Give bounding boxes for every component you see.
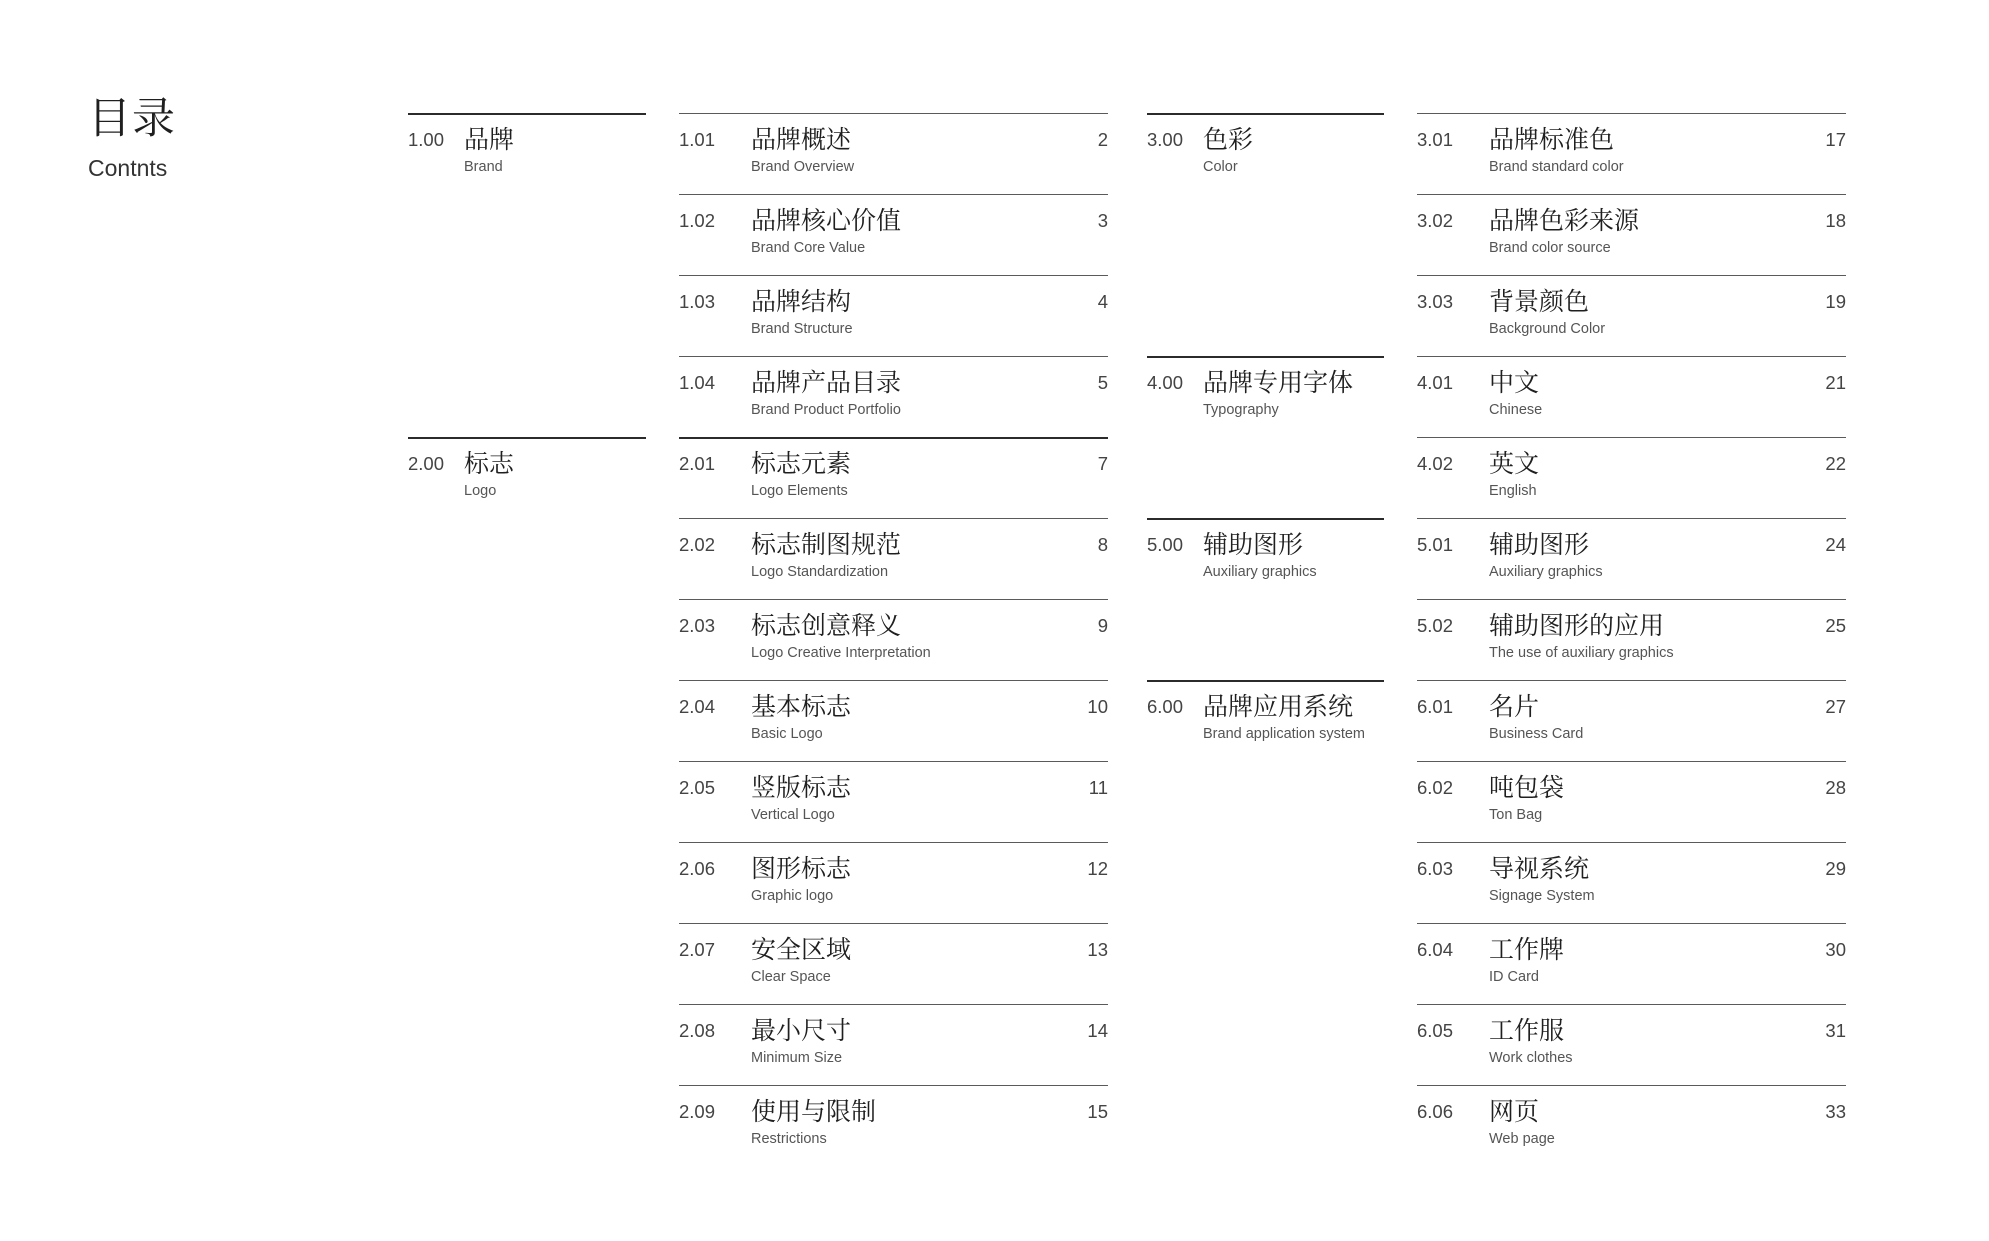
entry-number: 6.04 xyxy=(1417,939,1454,960)
entry-title-en: Basic Logo xyxy=(751,726,823,742)
divider-rule xyxy=(1417,113,1846,114)
toc-section-entry[interactable] xyxy=(1147,518,1384,599)
entry-page-number: 17 xyxy=(1825,129,1846,150)
page-subtitle: Contnts xyxy=(88,155,168,181)
entry-title-en: Logo xyxy=(464,483,497,499)
divider-rule xyxy=(679,113,1108,114)
toc-entry[interactable] xyxy=(1417,194,1846,275)
divider-rule xyxy=(679,518,1108,519)
entry-title-zh: 最小尺寸 xyxy=(751,1016,852,1045)
divider-rule xyxy=(408,437,646,439)
divider-rule xyxy=(1147,680,1384,682)
entry-title-en: Ton Bag xyxy=(1489,807,1543,823)
divider-rule xyxy=(1417,1085,1846,1086)
entry-title-en: Brand application system xyxy=(1203,726,1365,742)
entry-page-number: 13 xyxy=(1087,939,1108,960)
entry-page-number: 24 xyxy=(1825,534,1846,555)
divider-rule xyxy=(679,356,1108,357)
entry-number: 5.01 xyxy=(1417,534,1454,555)
entry-title-en: Auxiliary graphics xyxy=(1489,564,1603,580)
entry-title-en: Chinese xyxy=(1489,402,1543,418)
entry-number: 2.02 xyxy=(679,534,716,555)
entry-number: 6.06 xyxy=(1417,1101,1454,1122)
divider-rule xyxy=(1417,194,1846,195)
toc-entry[interactable] xyxy=(679,275,1108,356)
toc-entry[interactable] xyxy=(1417,1004,1846,1085)
entry-title-en: Brand xyxy=(464,159,503,175)
entry-title-en: Typography xyxy=(1203,402,1279,418)
toc-entry[interactable] xyxy=(679,1004,1108,1085)
entry-title-zh: 背景颜色 xyxy=(1489,287,1590,316)
divider-rule xyxy=(679,923,1108,924)
entry-title-zh: 网页 xyxy=(1489,1097,1540,1126)
entry-title-en: Signage System xyxy=(1489,888,1595,904)
toc-entry[interactable] xyxy=(1417,356,1846,437)
entry-page-number: 31 xyxy=(1825,1020,1846,1041)
entry-title-en: Work clothes xyxy=(1489,1050,1573,1066)
toc-entry[interactable] xyxy=(679,761,1108,842)
entry-number: 2.07 xyxy=(679,939,716,960)
entry-page-number: 25 xyxy=(1825,615,1846,636)
entry-title-en: Business Card xyxy=(1489,726,1584,742)
toc-entry[interactable] xyxy=(679,113,1108,194)
entry-page-number: 12 xyxy=(1087,858,1108,879)
divider-rule xyxy=(1417,680,1846,681)
entry-page-number: 3 xyxy=(1097,210,1108,231)
entry-title-zh: 品牌核心价值 xyxy=(751,206,902,235)
divider-rule xyxy=(679,761,1108,762)
entry-title-zh: 工作服 xyxy=(1489,1016,1565,1045)
divider-rule xyxy=(1417,275,1846,276)
entry-number: 1.01 xyxy=(679,129,716,150)
entry-page-number: 5 xyxy=(1097,372,1108,393)
entry-title-zh: 安全区域 xyxy=(751,935,852,964)
entry-number: 2.05 xyxy=(679,777,716,798)
entry-page-number: 22 xyxy=(1825,453,1846,474)
entry-title-zh: 品牌产品目录 xyxy=(751,368,902,397)
entry-page-number: 9 xyxy=(1097,615,1108,636)
entry-title-en: Vertical Logo xyxy=(751,807,835,823)
toc-entry[interactable] xyxy=(679,842,1108,923)
toc-entry[interactable] xyxy=(1417,842,1846,923)
entry-number: 6.02 xyxy=(1417,777,1454,798)
entry-title-zh: 中文 xyxy=(1489,368,1540,397)
toc-entry[interactable] xyxy=(1417,680,1846,761)
entry-number: 3.02 xyxy=(1417,210,1454,231)
entry-page-number: 29 xyxy=(1825,858,1846,879)
toc-entry[interactable] xyxy=(679,194,1108,275)
entry-title-zh: 品牌色彩来源 xyxy=(1489,206,1640,235)
entry-title-zh: 辅助图形 xyxy=(1489,530,1590,559)
entry-title-zh: 品牌专用字体 xyxy=(1203,368,1354,397)
entry-page-number: 14 xyxy=(1087,1020,1108,1041)
entry-page-number: 18 xyxy=(1825,210,1846,231)
entry-number: 5.02 xyxy=(1417,615,1454,636)
entry-page-number: 27 xyxy=(1825,696,1846,717)
toc-entry[interactable] xyxy=(679,356,1108,437)
entry-page-number: 8 xyxy=(1097,534,1108,555)
toc-section-entry[interactable] xyxy=(408,437,646,518)
entry-title-zh: 使用与限制 xyxy=(751,1097,877,1126)
toc-entry[interactable] xyxy=(1417,599,1846,680)
entry-number: 1.03 xyxy=(679,291,716,312)
entry-title-zh: 工作牌 xyxy=(1489,935,1565,964)
divider-rule xyxy=(1417,356,1846,357)
toc-entry[interactable] xyxy=(1417,518,1846,599)
entry-title-en: Brand standard color xyxy=(1489,159,1624,175)
entry-title-en: Brand color source xyxy=(1489,240,1611,256)
entry-title-en: Minimum Size xyxy=(751,1050,843,1066)
divider-rule xyxy=(1417,1004,1846,1005)
toc-section-entry[interactable] xyxy=(1147,680,1384,761)
entry-number: 5.00 xyxy=(1147,534,1184,555)
entry-title-zh: 辅助图形 xyxy=(1203,530,1304,559)
entry-title-zh: 英文 xyxy=(1489,449,1540,478)
entry-page-number: 30 xyxy=(1825,939,1846,960)
entry-title-en: ID Card xyxy=(1489,969,1539,985)
entry-number: 2.08 xyxy=(679,1020,716,1041)
entry-page-number: 10 xyxy=(1087,696,1108,717)
divider-rule xyxy=(1417,518,1846,519)
entry-title-en: Graphic logo xyxy=(751,888,834,904)
divider-rule xyxy=(1417,761,1846,762)
divider-rule xyxy=(679,1004,1108,1005)
toc-entry[interactable] xyxy=(1417,761,1846,842)
entry-title-zh: 图形标志 xyxy=(751,854,852,883)
entry-title-en: The use of auxiliary graphics xyxy=(1489,645,1674,661)
divider-rule xyxy=(679,599,1108,600)
entry-title-en: Logo Standardization xyxy=(751,564,889,580)
entry-number: 1.02 xyxy=(679,210,716,231)
entry-title-zh: 品牌结构 xyxy=(751,287,852,316)
entry-page-number: 7 xyxy=(1097,453,1108,474)
entry-title-en: Brand Product Portfolio xyxy=(751,402,901,418)
entry-number: 4.02 xyxy=(1417,453,1454,474)
divider-rule xyxy=(679,842,1108,843)
entry-number: 3.00 xyxy=(1147,129,1184,150)
divider-rule xyxy=(1417,923,1846,924)
entry-title-en: Logo Elements xyxy=(751,483,848,499)
toc-entry[interactable] xyxy=(679,923,1108,1004)
entry-title-zh: 品牌标准色 xyxy=(1489,125,1615,154)
entry-title-en: Restrictions xyxy=(751,1131,827,1147)
toc-entry[interactable] xyxy=(1417,1085,1846,1166)
entry-title-zh: 吨包袋 xyxy=(1489,773,1565,802)
entry-number: 3.03 xyxy=(1417,291,1454,312)
entry-title-en: Logo Creative Interpretation xyxy=(751,645,931,661)
entry-page-number: 2 xyxy=(1097,129,1108,150)
toc-entry[interactable] xyxy=(679,680,1108,761)
divider-rule xyxy=(1147,518,1384,520)
entry-number: 2.06 xyxy=(679,858,716,879)
entry-title-en: Web page xyxy=(1489,1131,1555,1147)
toc-entry[interactable] xyxy=(679,437,1108,518)
entry-number: 2.09 xyxy=(679,1101,716,1122)
toc-entry[interactable] xyxy=(1417,275,1846,356)
entry-number: 6.01 xyxy=(1417,696,1454,717)
entry-page-number: 28 xyxy=(1825,777,1846,798)
entry-title-zh: 竖版标志 xyxy=(751,773,852,802)
entry-number: 3.01 xyxy=(1417,129,1454,150)
toc-entry[interactable] xyxy=(679,518,1108,599)
entry-page-number: 15 xyxy=(1087,1101,1108,1122)
divider-rule xyxy=(408,113,646,115)
entry-page-number: 21 xyxy=(1825,372,1846,393)
page-title: 目录 xyxy=(88,94,176,144)
entry-title-en: Color xyxy=(1203,159,1238,175)
divider-rule xyxy=(679,437,1108,439)
entry-title-en: Auxiliary graphics xyxy=(1203,564,1317,580)
entry-title-zh: 标志元素 xyxy=(751,449,852,478)
entry-number: 2.04 xyxy=(679,696,716,717)
toc-entry[interactable] xyxy=(1417,437,1846,518)
entry-title-zh: 基本标志 xyxy=(751,692,852,721)
toc-entry[interactable] xyxy=(679,599,1108,680)
entry-number: 2.03 xyxy=(679,615,716,636)
entry-title-en: Brand Structure xyxy=(751,321,853,337)
entry-number: 1.04 xyxy=(679,372,716,393)
entry-number: 6.05 xyxy=(1417,1020,1454,1041)
divider-rule xyxy=(679,1085,1108,1086)
entry-page-number: 11 xyxy=(1088,777,1108,798)
entry-title-zh: 色彩 xyxy=(1203,125,1254,154)
divider-rule xyxy=(1417,599,1846,600)
entry-title-en: Clear Space xyxy=(751,969,831,985)
toc-section-entry[interactable] xyxy=(408,113,646,194)
toc-title-block xyxy=(88,94,176,182)
entry-page-number: 33 xyxy=(1825,1101,1846,1122)
entry-page-number: 4 xyxy=(1097,291,1108,312)
entry-page-number: 19 xyxy=(1825,291,1846,312)
toc-entry[interactable] xyxy=(679,1085,1108,1166)
entry-title-zh: 标志 xyxy=(464,449,515,478)
entry-number: 2.01 xyxy=(679,453,716,474)
entry-number: 6.03 xyxy=(1417,858,1454,879)
entry-title-zh: 标志创意释义 xyxy=(751,611,902,640)
entry-title-en: English xyxy=(1489,483,1537,499)
toc-section-entry[interactable] xyxy=(1147,113,1384,194)
entry-title-en: Brand Core Value xyxy=(751,240,866,256)
divider-rule xyxy=(679,680,1108,681)
entry-number: 1.00 xyxy=(408,129,445,150)
entry-title-zh: 导视系统 xyxy=(1489,854,1590,883)
divider-rule xyxy=(1147,356,1384,358)
entry-title-zh: 标志制图规范 xyxy=(751,530,902,559)
divider-rule xyxy=(679,194,1108,195)
toc-entry[interactable] xyxy=(1417,113,1846,194)
entry-title-zh: 辅助图形的应用 xyxy=(1489,611,1665,640)
entry-title-en: Brand Overview xyxy=(751,159,855,175)
divider-rule xyxy=(1147,113,1384,115)
entry-title-zh: 品牌概述 xyxy=(751,125,852,154)
toc-section-entry[interactable] xyxy=(1147,356,1384,437)
toc-entry[interactable] xyxy=(1417,923,1846,1004)
divider-rule xyxy=(1417,842,1846,843)
entry-number: 2.00 xyxy=(408,453,445,474)
divider-rule xyxy=(679,275,1108,276)
entry-number: 6.00 xyxy=(1147,696,1184,717)
divider-rule xyxy=(1417,437,1846,438)
entry-title-zh: 品牌应用系统 xyxy=(1203,692,1354,721)
entry-title-zh: 品牌 xyxy=(464,125,515,154)
entry-number: 4.01 xyxy=(1417,372,1454,393)
entry-number: 4.00 xyxy=(1147,372,1184,393)
entry-title-zh: 名片 xyxy=(1489,692,1540,721)
entry-title-en: Background Color xyxy=(1489,321,1606,337)
